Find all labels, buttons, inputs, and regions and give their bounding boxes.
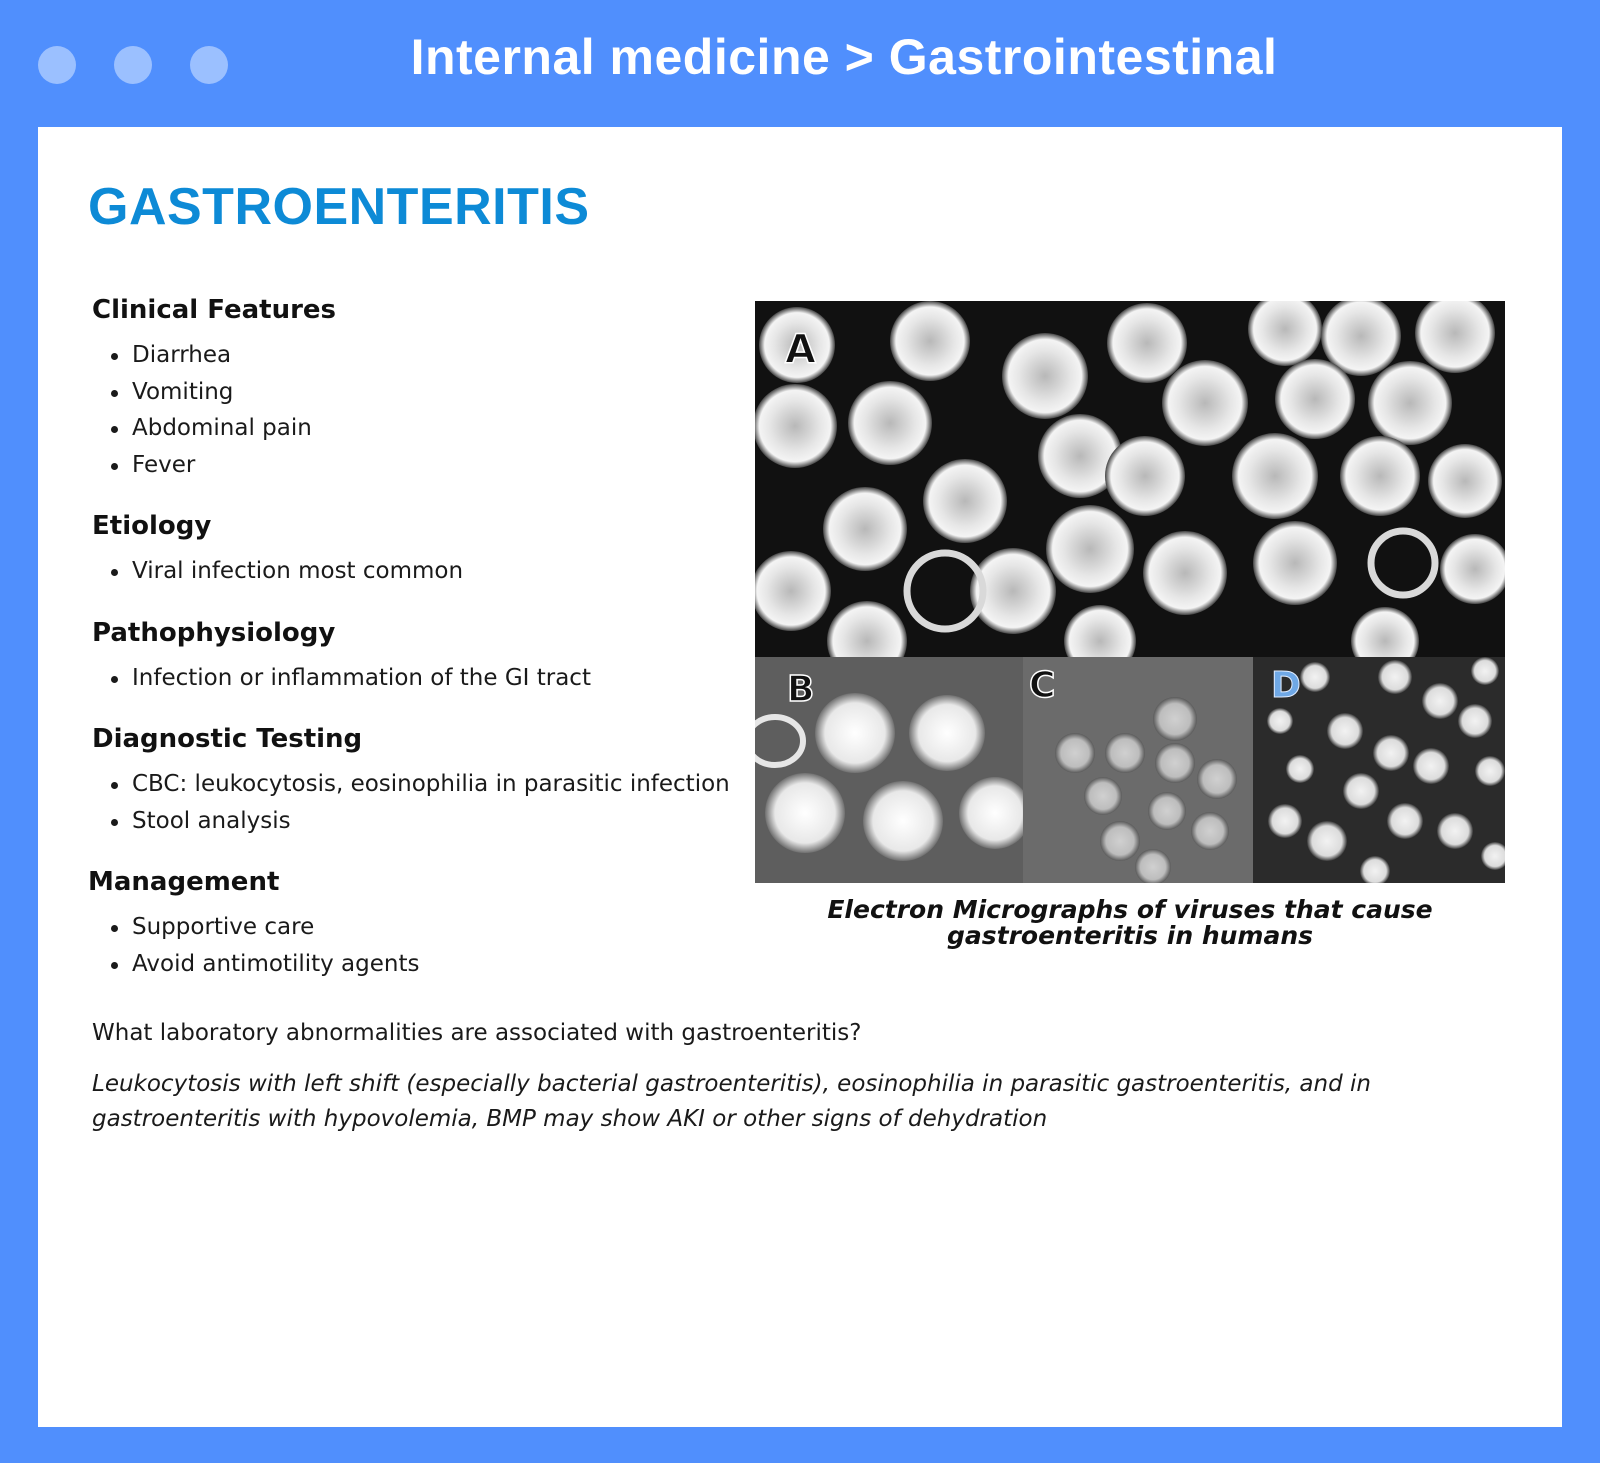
bullet-list xyxy=(92,553,732,590)
window-title: Internal medicine > Gastrointestinal xyxy=(410,29,1278,85)
list-item: Abdominal pain xyxy=(92,410,732,447)
list-item: Stool analysis xyxy=(92,803,732,840)
section-title: Pathophysiology xyxy=(92,617,336,648)
section-etiology xyxy=(92,511,732,590)
content-card xyxy=(38,127,1562,1427)
panel-label-c: C xyxy=(1029,665,1056,706)
micrograph-image xyxy=(755,301,1505,883)
section-title: Management xyxy=(88,867,280,897)
section-pathophysiology xyxy=(92,618,732,697)
bullet-list xyxy=(92,337,732,483)
answer-text: Leukocytosis with left shift (especially bacterial gastroenteritis), eosinophilia in parasitic gastroenteritis, and in gastroenteritis with hypovolemia, BMP may show AKI or other signs of dehydration xyxy=(92,1071,1371,1132)
panel-label-a: A xyxy=(785,327,816,373)
bullet-list xyxy=(92,909,732,982)
micrograph-panel-d xyxy=(1253,657,1505,883)
section-title: Diagnostic Testing xyxy=(92,724,363,754)
list-item: Fever xyxy=(92,447,732,484)
list-item: Diarrhea xyxy=(92,337,732,374)
list-item: Supportive care xyxy=(92,909,732,946)
bullet-list xyxy=(92,660,732,697)
micrograph-panel-b xyxy=(755,657,1031,883)
micrograph-panel-a xyxy=(755,301,1505,681)
electron-micrograph-figure xyxy=(755,301,1505,883)
panel-label-b: B xyxy=(787,669,815,710)
section-management xyxy=(88,867,732,982)
panel-label-d: D xyxy=(1271,665,1301,706)
section-title: Etiology xyxy=(92,511,212,541)
section-clinical-features xyxy=(92,295,732,483)
list-item: CBC: leukocytosis, eosinophilia in parasitic infection xyxy=(92,766,732,803)
section-title: Clinical Features xyxy=(92,295,337,325)
list-item: Vomiting xyxy=(92,374,732,411)
bullet-list xyxy=(92,766,732,839)
list-item: Viral infection most common xyxy=(92,553,732,590)
page-heading: GASTROENTERITIS xyxy=(88,178,590,236)
section-diagnostic-testing xyxy=(92,724,732,839)
qa-block xyxy=(92,1017,1512,1137)
micrograph-panel-c xyxy=(1023,657,1253,883)
figure-caption: Electron Micrographs of viruses that cause gastroenteritis in humans xyxy=(827,895,1433,950)
topic-sections xyxy=(88,295,732,1010)
list-item: Avoid antimotility agents xyxy=(92,946,732,983)
question-text: What laboratory abnormalities are associated with gastroenteritis? xyxy=(92,1020,862,1046)
list-item: Infection or inflammation of the GI tract xyxy=(92,660,732,697)
